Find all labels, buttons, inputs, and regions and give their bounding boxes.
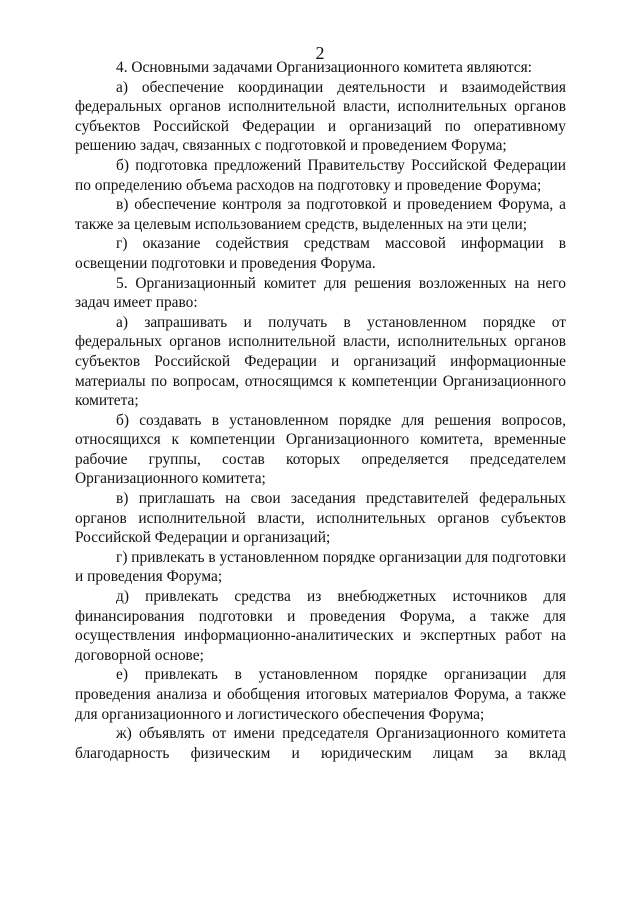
paragraph-5-item-b: б) создавать в установленном порядке для решения вопросов, относящихся к компетенции Организационного комитета, временные рабочие группы, состав которых определяется председателем Организационного комитета; (75, 411, 566, 488)
paragraph-5-heading: 5. Организационный комитет для решения возложенных на него задач имеет право: (75, 274, 566, 312)
paragraph-4-item-g: г) оказание содействия средствам массовой информации в освещении подготовки и проведения Форума. (75, 235, 566, 272)
paragraph-5-item-v: в) приглашать на свои заседания представителей федеральных органов исполнительной власти, исполнительных органов субъектов Российской Федерации и организаций; (75, 490, 566, 547)
paragraph-5-item-a: а) запрашивать и получать в установленном порядке от федеральных органов исполнительной власти, исполнительных органов субъектов Российской Федерации и организаций информационные материалы по вопросам, относящимся к компетенции Организационного комитета; (75, 313, 566, 410)
paragraph-4-heading: 4. Основными задачами Организационного комитета являются: (116, 59, 532, 76)
paragraph-5-item-g: г) привлекать в установленном порядке организации для подготовки и проведения Форума; (75, 548, 566, 586)
paragraph-5-item-zh: ж) объявлять от имени председателя Организационного комитета благодарность физическим и юридическим лицам за вклад (75, 725, 566, 762)
page-number: 2 (315, 43, 325, 63)
paragraph-4-item-v: в) обеспечение контроля за подготовкой и проведением Форума, а также за целевым использованием средств, выделенных на эти цели; (75, 196, 566, 233)
paragraph-4-item-b: б) подготовка предложений Правительству Российской Федерации по определению объема расходов на подготовку и проведение Форума; (75, 156, 566, 194)
paragraph-4-item-a: а) обеспечение координации деятельности и взаимодействия федеральных органов исполнительной власти, исполнительных органов субъектов Российской Федерации и организаций по оперативному решению задач, связанных с подготовкой и проведением Форума; (75, 78, 566, 155)
paragraph-5-item-d: д) привлекать средства из внебюджетных источников для финансирования подготовки и проведения Форума, а также для осуществления информационно-аналитических и экспертных работ на договорной основе; (75, 588, 566, 664)
document-body (75, 58, 566, 763)
paragraph-5-item-e: е) привлекать в установленном порядке организации для проведения анализа и обобщения итоговых материалов Форума, а также для организационного и логистического обеспечения Форума; (75, 666, 566, 723)
